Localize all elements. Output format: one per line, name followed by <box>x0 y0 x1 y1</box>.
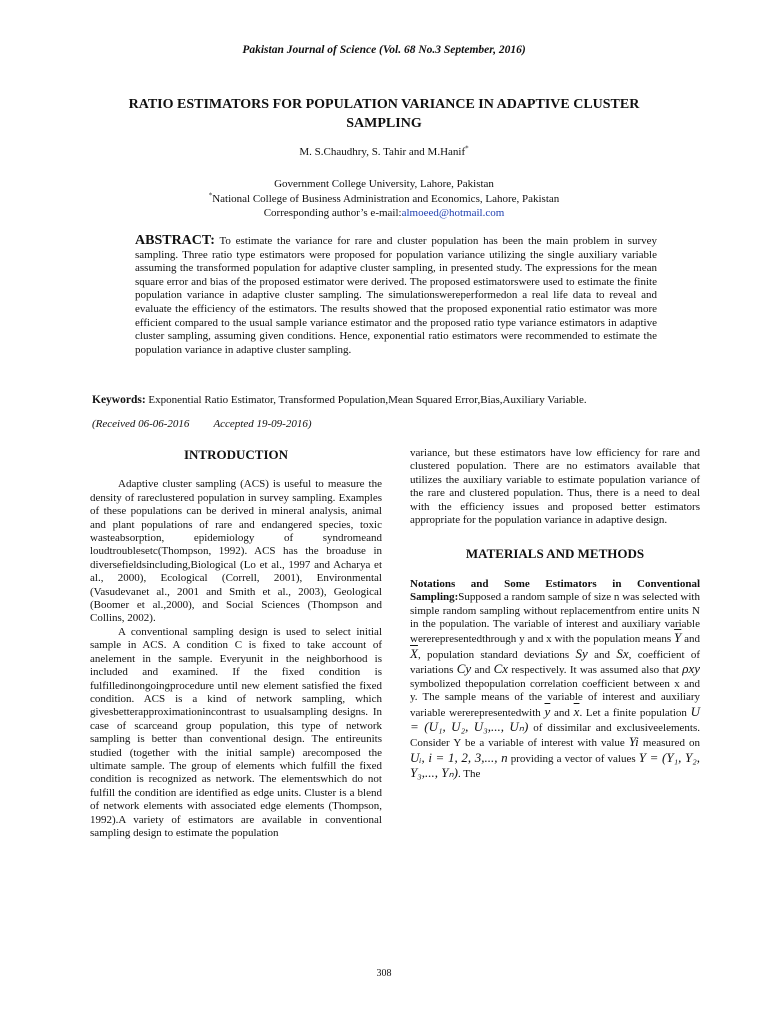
keywords-label: Keywords: <box>92 394 146 406</box>
symbol-S-x: Sx <box>616 645 629 661</box>
abstract <box>135 234 657 357</box>
intro-paragraph-1: Adaptive cluster sampling (ACS) is useful to measure the density of rareclustered population in survey sampling. Examples of these populations can be derived in mineral analysis, animal and plant populations of rare and endangered species, toxic wasteabsorption, epidemiology of syndromeand loudtroublesetc(Thompson, 1992). ACS has the broaduse in diversefieldsincluding,Biological (Lo et al., 1997 and Acharya et al., 2000), Ecological (Correll, 2001), Environmental (Vasudevanet al., 2001 and Smith et al., 2003), Geological (Boomer et al.,2000), and Social Sciences (Thompson and Collins, 2002). <box>90 478 382 625</box>
symbol-Y-i: Yi <box>628 734 639 750</box>
symbol-rho-xy: ρxy <box>682 661 701 677</box>
corresponding-email-line: Corresponding author’s e-mail:almoeed@hotmail.com <box>263 207 505 219</box>
authors: M. S.Chaudhry, S. Tahir and M.Hanif* <box>299 144 469 158</box>
intro-continuation: variance, but these estimators have low efficiency for rare and clustered population. There are no estimators available that utilizes the auxiliary variable to estimate population variance of the rare and clustered population. Thus, there is a need to deal with the efficiency issues and proposed better estimators appropriate for the population variance in adaptive design. <box>410 447 700 527</box>
notations-subhead: Notations and Some Estimators in Conventional Sampling: <box>410 577 700 604</box>
abstract-text: To estimate the variance for rare and cluster population has been the main problem in survey sampling. Three ratio type estimators were proposed for population variance utilizing the single auxiliary variable assuming the transformed population for adaptive cluster sampling, in presented study. The expressions for the mean square error and bias of the proposed estimator were derived. The proposed estimatorswere used to estimate the finite population variance in adaptive cluster sampling. The simulationswereperformedon a real life data to reveal and evaluate the efficiency of the estimators. The results showed that the proposed exponential ratio estimator was more efficient compared to the usual sample variance estimator and the proposed ratio type variance estimators in adaptive cluster sampling, assuming given conditions. Hence, exponential ratio estimators were recommended to estimate the population variance in adaptive cluster sampling. <box>135 235 657 356</box>
notations-paragraph: Notations and Some Estimators in Conventional Sampling:Supposed a random sample of size n was selected with simple random sampling without replacementfrom entire units N in the population. The variable of interest and auxiliary variable wererepresentedthrough y and x with the population means $\overline{Y}$ and $\overline{X}$, population standard deviations Sy and Sx, coefficient of variations Cy and Cx respectively. It was assumed also that ρxy symbolized thepopulation correlation coefficient between x and y. The sample means of the variable of interest and auxiliary variable wererepresentedwith $\overline{y}$ and $\overline{x}$. Let a finite population U = (U₁, U₂, U₃,..., Uₙ) of dissimilar and exclusiveelements. Consider Y be a variable of interest with value Yi measured on Uᵢ, i = 1, 2, 3,..., n providing a vector of values Y = (Y₁, Y₂, Y₃,..., Yₙ). The <box>410 577 701 781</box>
paper-title: RATIO ESTIMATORS FOR POPULATION VARIANCE IN ADAPTIVE CLUSTER SAMPLING <box>128 97 640 131</box>
affiliation-1: Government College University, Lahore, Pakistan <box>274 178 494 190</box>
corresponding-mark: * <box>465 144 469 153</box>
email-link[interactable]: almoeed@hotmail.com <box>401 207 505 219</box>
affiliation-2: *National College of Business Administration and Economics, Lahore, Pakistan <box>208 190 560 205</box>
page-number: 308 <box>376 968 392 979</box>
symbol-X-bar: $\overline{X}$ <box>410 645 418 661</box>
received-dates: (Received 06-06-2016 Accepted 19-09-2016) <box>92 418 312 430</box>
equation-vector: Y = (Y₁, Y₂, Y₃,..., Yₙ) <box>410 749 701 781</box>
introduction-heading: INTRODUCTION <box>183 447 288 462</box>
intro-paragraph-2: A conventional sampling design is used to select initial sample in ACS. A condition C is fixed to take account of anelement in the sample. Everyunit in the neighborhood is included and examined. If the fixed condition is fulfilledinongoingprocedure until new element satisfied the fixed condition. ACS is a kind of network sampling, which givesbetterapproximationincontrast to usualsampling designs. In case of scarceand group population, this type of network sampling is better than conventional design. The entireunits studied (together with the initial sample) arecomposed the ultimate sample. The group of elements which fulfill the fixed condition is recognized as network. The elementswhich do not fulfill the condition are identified as edge units. Cluster is a blend of network elements with associated edge elements (Thompson, 1992).A variety of estimators are available in conventional sampling design to estimate the population <box>90 625 382 839</box>
keywords-text: Exponential Ratio Estimator, Transformed Population,Mean Squared Error,Bias,Auxiliary Variable. <box>148 394 587 406</box>
abstract-label: ABSTRACT: <box>135 233 215 248</box>
symbol-x-bar: $\overline{x}$ <box>573 703 580 719</box>
symbol-S-y: Sy <box>575 645 588 661</box>
methods-heading: MATERIALS AND METHODS <box>465 546 645 562</box>
equation-index: Uᵢ, i = 1, 2, 3,..., n <box>410 749 508 765</box>
journal-header: Pakistan Journal of Science (Vol. 68 No.3 September, 2016) <box>242 44 526 56</box>
symbol-C-x: Cx <box>493 661 509 677</box>
left-column <box>90 448 382 840</box>
symbol-y-bar: $\overline{y}$ <box>544 703 551 719</box>
right-column <box>410 447 700 782</box>
symbol-Y-bar: $\overline{Y}$ <box>674 630 682 646</box>
symbol-C-y: Cy <box>456 661 472 677</box>
keywords <box>92 394 692 406</box>
equation-finite-population: U = (U₁, U₂, U₃,..., Uₙ) <box>410 703 701 734</box>
affiliations <box>0 177 768 221</box>
